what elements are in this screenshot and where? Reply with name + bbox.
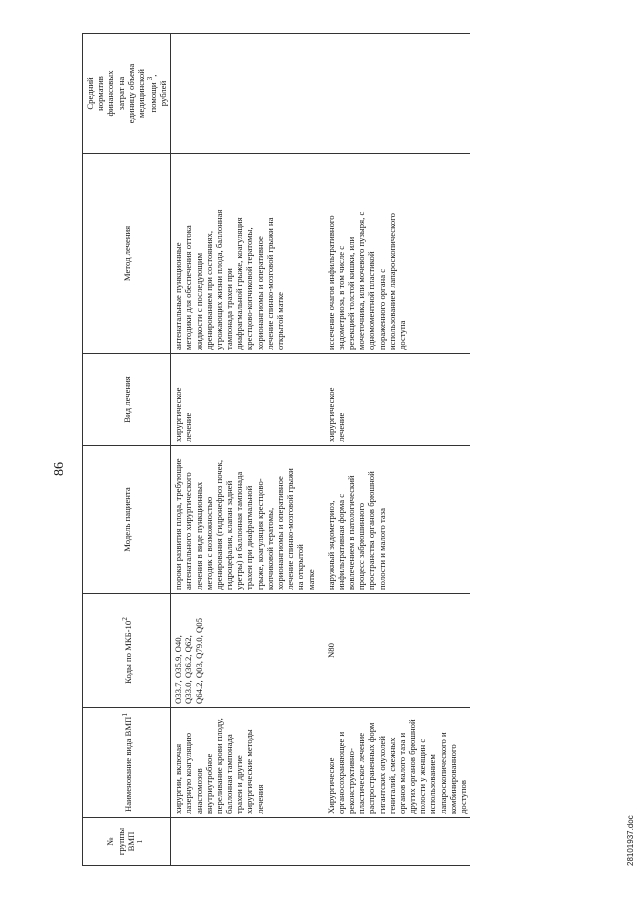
cell-vmp-name: Хирургическое органосохраняющее и реконструктивно- пластическое лечение распространенных форм гигантских опухолей гениталий, смежных органов малого таза и других органов брюшной полости у женщин с использованием лапароскопического и комбинированного доступов: [318, 708, 470, 818]
cell-treatment-type: хирургическое лечение: [318, 354, 470, 446]
header-treatment-type: Вид лечения: [83, 354, 171, 446]
vmp-table: [82, 33, 470, 866]
page-number: 86: [52, 462, 67, 476]
cell-group: [318, 818, 470, 866]
cell-treatment-type: хирургическое лечение: [171, 354, 318, 446]
cell-financial-norm: [171, 34, 318, 154]
table-row: [171, 34, 318, 866]
cell-patient-model: наружный эндометриоз, инфильтративная форма с вовлечением в патологический процесс забрюшинного пространства органов брюшной полости и малого таза: [318, 446, 470, 594]
header-icd-codes: Коды по МКБ-$10^2$: [83, 594, 171, 708]
header-financial-norm: Средний норматив финансовых затрат на единицу объема медицинской помощи $^3$, рублей: [83, 34, 171, 154]
rotated-page: [42, 34, 640, 866]
table-header-row: [83, 34, 171, 866]
header-vmp-name: Наименование вида ВМП$^1$: [83, 708, 171, 818]
cell-patient-model: пороки развития плода, требующие антенатального хирургического лечения в виде пункционных методик с возможностью дренирования (гидронефроз почек, гидроцефалия, клапан задней уретры) и баллонная тампонада трахеи при диафрагмальной грыже, коагуляция крестцово- копчиковой тератомы, хорионангиомы и оперативное лечение спинно-мозговой грыжи на открытой матке: [171, 446, 318, 594]
header-group-number: № группы ВМП $^1$: [83, 818, 171, 866]
cell-treatment-method: иссечение очагов инфильтративного эндометриоза, в том числе с резекцией толстой кишки, или мочеточника, или мочевого пузыря, с одномоментной пластикой пораженного органа с использованием лапароскопического доступа: [318, 154, 470, 354]
cell-treatment-method: антенатальные пункционные методики для обеспечения оттока жидкости с последующим дренированием при состояниях, угрожающих жизни плода, баллонная тампонада трахеи при диафрагмальной грыже, коагуляция крестцово-копчиковой тератомы, хорионангиомы и оперативное лечение спинно-мозговой грыжи на открытой матке: [171, 154, 318, 354]
cell-icd-codes: O33.7, O35.9, O40, Q33.0, Q36.2, Q62, Q64.2, Q03, Q79.0, Q05: [171, 594, 318, 708]
table-row: [318, 34, 470, 866]
header-patient-model: Модель пациента: [83, 446, 171, 594]
cell-vmp-name: хирургии, включая лазерную коагуляцию анастомозов внутриутробное переливание крови плоду, баллонная тампонада трахеи и другие хирургические методы лечения: [171, 708, 318, 818]
cell-icd-codes: N80: [318, 594, 470, 708]
cell-financial-norm: [318, 34, 470, 154]
cell-group: [171, 818, 318, 866]
document-id-footer: 28101937.doc: [626, 815, 635, 866]
header-treatment-method: Метод лечения: [83, 154, 171, 354]
